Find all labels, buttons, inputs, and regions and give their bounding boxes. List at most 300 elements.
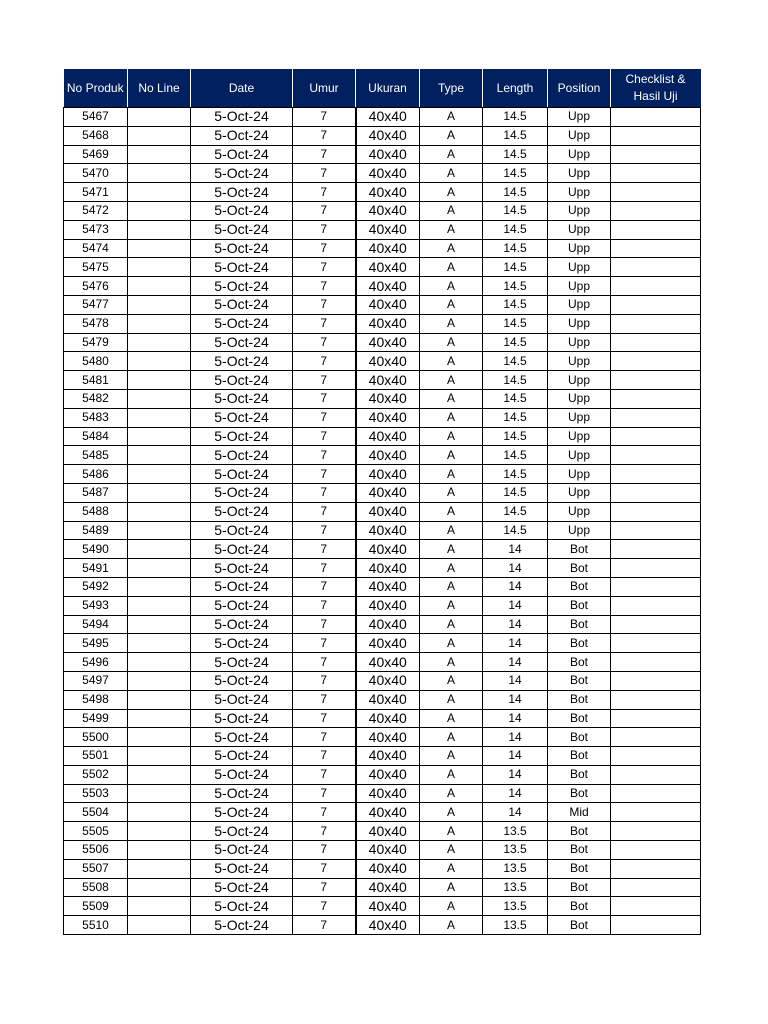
cell-umur: 7 [293,427,356,446]
cell-no-produk: 5487 [64,483,128,502]
cell-no-line [128,164,191,183]
cell-no-line [128,446,191,465]
cell-ukuran: 40x40 [356,596,420,615]
cell-position: Upp [548,521,611,540]
cell-umur: 7 [293,389,356,408]
cell-date: 5-Oct-24 [191,108,293,127]
table-row [64,333,701,352]
table-row [64,126,701,145]
cell-position: Upp [548,145,611,164]
cell-umur: 7 [293,634,356,653]
cell-position: Bot [548,709,611,728]
cell-ukuran: 40x40 [356,465,420,484]
table-row [64,258,701,277]
cell-checklist [611,295,701,314]
cell-length: 14.5 [483,502,548,521]
cell-umur: 7 [293,859,356,878]
table-row [64,164,701,183]
cell-ukuran: 40x40 [356,653,420,672]
cell-date: 5-Oct-24 [191,258,293,277]
cell-ukuran: 40x40 [356,916,420,935]
cell-position: Bot [548,916,611,935]
cell-position: Bot [548,596,611,615]
cell-date: 5-Oct-24 [191,352,293,371]
cell-date: 5-Oct-24 [191,333,293,352]
cell-no-produk: 5492 [64,577,128,596]
cell-length: 14 [483,577,548,596]
cell-no-produk: 5494 [64,615,128,634]
cell-length: 14 [483,596,548,615]
cell-ukuran: 40x40 [356,803,420,822]
cell-length: 14 [483,653,548,672]
cell-type: A [420,878,483,897]
cell-checklist [611,765,701,784]
cell-length: 13.5 [483,897,548,916]
cell-position: Upp [548,483,611,502]
table-row [64,709,701,728]
cell-length: 13.5 [483,841,548,860]
cell-no-produk: 5501 [64,747,128,766]
cell-type: A [420,333,483,352]
cell-type: A [420,859,483,878]
cell-ukuran: 40x40 [356,277,420,296]
cell-no-line [128,859,191,878]
cell-length: 14.5 [483,389,548,408]
cell-no-produk: 5500 [64,728,128,747]
cell-umur: 7 [293,352,356,371]
cell-position: Upp [548,126,611,145]
cell-umur: 7 [293,502,356,521]
table-row [64,841,701,860]
cell-no-produk: 5502 [64,765,128,784]
cell-checklist [611,352,701,371]
cell-date: 5-Oct-24 [191,465,293,484]
cell-ukuran: 40x40 [356,408,420,427]
cell-ukuran: 40x40 [356,540,420,559]
cell-ukuran: 40x40 [356,389,420,408]
cell-umur: 7 [293,258,356,277]
cell-length: 14.5 [483,352,548,371]
table-row [64,634,701,653]
cell-type: A [420,690,483,709]
cell-no-produk: 5497 [64,671,128,690]
cell-type: A [420,108,483,127]
cell-no-line [128,201,191,220]
cell-no-line [128,408,191,427]
cell-ukuran: 40x40 [356,201,420,220]
cell-length: 14.5 [483,446,548,465]
cell-ukuran: 40x40 [356,239,420,258]
cell-type: A [420,427,483,446]
cell-no-produk: 5485 [64,446,128,465]
table-row [64,803,701,822]
cell-length: 14.5 [483,145,548,164]
cell-checklist [611,427,701,446]
table-row [64,389,701,408]
cell-type: A [420,220,483,239]
table-row [64,615,701,634]
cell-date: 5-Oct-24 [191,314,293,333]
cell-position: Upp [548,183,611,202]
cell-no-line [128,878,191,897]
cell-length: 14.5 [483,483,548,502]
cell-no-line [128,916,191,935]
cell-date: 5-Oct-24 [191,878,293,897]
cell-no-line [128,803,191,822]
header-type: Type [420,69,483,108]
cell-no-line [128,333,191,352]
cell-type: A [420,408,483,427]
cell-type: A [420,709,483,728]
cell-position: Bot [548,690,611,709]
cell-no-produk: 5508 [64,878,128,897]
cell-length: 14 [483,765,548,784]
cell-no-line [128,897,191,916]
cell-umur: 7 [293,916,356,935]
cell-date: 5-Oct-24 [191,521,293,540]
cell-ukuran: 40x40 [356,577,420,596]
cell-length: 13.5 [483,859,548,878]
cell-umur: 7 [293,728,356,747]
cell-position: Upp [548,446,611,465]
cell-checklist [611,653,701,672]
cell-type: A [420,183,483,202]
cell-no-line [128,728,191,747]
cell-position: Bot [548,765,611,784]
cell-no-produk: 5473 [64,220,128,239]
cell-umur: 7 [293,747,356,766]
cell-length: 14 [483,634,548,653]
cell-type: A [420,239,483,258]
cell-no-produk: 5486 [64,465,128,484]
cell-type: A [420,314,483,333]
cell-no-produk: 5505 [64,822,128,841]
cell-date: 5-Oct-24 [191,615,293,634]
cell-type: A [420,803,483,822]
cell-ukuran: 40x40 [356,559,420,578]
cell-length: 14.5 [483,408,548,427]
cell-position: Bot [548,841,611,860]
cell-checklist [611,897,701,916]
cell-type: A [420,371,483,390]
header-checklist: Checklist & Hasil Uji [611,69,701,108]
cell-ukuran: 40x40 [356,878,420,897]
cell-type: A [420,352,483,371]
header-date: Date [191,69,293,108]
cell-no-produk: 5478 [64,314,128,333]
cell-length: 14.5 [483,333,548,352]
table-row [64,483,701,502]
cell-position: Bot [548,559,611,578]
cell-no-line [128,352,191,371]
cell-type: A [420,540,483,559]
cell-no-produk: 5469 [64,145,128,164]
cell-position: Bot [548,540,611,559]
cell-umur: 7 [293,841,356,860]
cell-date: 5-Oct-24 [191,803,293,822]
cell-ukuran: 40x40 [356,521,420,540]
cell-no-produk: 5467 [64,108,128,127]
cell-date: 5-Oct-24 [191,671,293,690]
cell-date: 5-Oct-24 [191,634,293,653]
table-row [64,540,701,559]
product-table [63,69,701,935]
cell-position: Bot [548,634,611,653]
cell-no-produk: 5481 [64,371,128,390]
cell-length: 14 [483,559,548,578]
cell-ukuran: 40x40 [356,427,420,446]
cell-date: 5-Oct-24 [191,446,293,465]
cell-type: A [420,258,483,277]
cell-no-produk: 5479 [64,333,128,352]
cell-checklist [611,596,701,615]
cell-no-line [128,841,191,860]
cell-umur: 7 [293,577,356,596]
cell-type: A [420,615,483,634]
cell-type: A [420,465,483,484]
cell-no-produk: 5509 [64,897,128,916]
cell-checklist [611,164,701,183]
cell-checklist [611,408,701,427]
cell-type: A [420,502,483,521]
cell-no-produk: 5504 [64,803,128,822]
cell-ukuran: 40x40 [356,295,420,314]
table-row [64,577,701,596]
cell-ukuran: 40x40 [356,728,420,747]
cell-checklist [611,239,701,258]
header-length: Length [483,69,548,108]
cell-no-line [128,145,191,164]
cell-position: Upp [548,220,611,239]
cell-ukuran: 40x40 [356,446,420,465]
cell-type: A [420,822,483,841]
cell-type: A [420,145,483,164]
cell-no-line [128,653,191,672]
cell-umur: 7 [293,126,356,145]
cell-position: Upp [548,408,611,427]
cell-type: A [420,201,483,220]
cell-no-produk: 5470 [64,164,128,183]
cell-ukuran: 40x40 [356,765,420,784]
cell-ukuran: 40x40 [356,709,420,728]
cell-checklist [611,483,701,502]
table-row [64,371,701,390]
cell-length: 14 [483,709,548,728]
cell-ukuran: 40x40 [356,897,420,916]
cell-no-line [128,427,191,446]
cell-no-produk: 5498 [64,690,128,709]
cell-no-produk: 5496 [64,653,128,672]
cell-date: 5-Oct-24 [191,145,293,164]
table-row [64,822,701,841]
cell-checklist [611,220,701,239]
cell-date: 5-Oct-24 [191,897,293,916]
cell-no-line [128,258,191,277]
cell-type: A [420,126,483,145]
cell-no-line [128,540,191,559]
table-row [64,671,701,690]
cell-checklist [611,540,701,559]
cell-position: Bot [548,822,611,841]
cell-checklist [611,371,701,390]
cell-checklist [611,126,701,145]
cell-position: Upp [548,258,611,277]
cell-position: Bot [548,859,611,878]
cell-position: Mid [548,803,611,822]
cell-type: A [420,559,483,578]
cell-position: Upp [548,427,611,446]
cell-umur: 7 [293,765,356,784]
cell-length: 14.5 [483,277,548,296]
table-row [64,277,701,296]
cell-umur: 7 [293,559,356,578]
table-row [64,502,701,521]
table-row [64,784,701,803]
cell-length: 14.5 [483,258,548,277]
cell-date: 5-Oct-24 [191,183,293,202]
cell-date: 5-Oct-24 [191,841,293,860]
cell-ukuran: 40x40 [356,183,420,202]
cell-umur: 7 [293,709,356,728]
cell-no-line [128,671,191,690]
cell-length: 14.5 [483,465,548,484]
cell-length: 14.5 [483,108,548,127]
table-row [64,201,701,220]
cell-no-line [128,126,191,145]
cell-no-produk: 5507 [64,859,128,878]
cell-date: 5-Oct-24 [191,747,293,766]
cell-date: 5-Oct-24 [191,577,293,596]
cell-checklist [611,277,701,296]
table-row [64,314,701,333]
table-row [64,427,701,446]
cell-type: A [420,916,483,935]
cell-date: 5-Oct-24 [191,859,293,878]
cell-umur: 7 [293,822,356,841]
cell-ukuran: 40x40 [356,502,420,521]
cell-position: Bot [548,728,611,747]
cell-umur: 7 [293,465,356,484]
cell-position: Upp [548,502,611,521]
cell-length: 13.5 [483,916,548,935]
cell-length: 14 [483,728,548,747]
table-row [64,108,701,127]
cell-checklist [611,465,701,484]
cell-no-line [128,765,191,784]
cell-checklist [611,634,701,653]
cell-no-line [128,784,191,803]
table-row [64,352,701,371]
cell-no-produk: 5476 [64,277,128,296]
cell-date: 5-Oct-24 [191,690,293,709]
cell-date: 5-Oct-24 [191,596,293,615]
cell-checklist [611,784,701,803]
cell-position: Bot [548,747,611,766]
cell-ukuran: 40x40 [356,784,420,803]
table-row [64,690,701,709]
cell-no-line [128,709,191,728]
cell-checklist [611,671,701,690]
cell-no-line [128,559,191,578]
cell-checklist [611,690,701,709]
table-row [64,295,701,314]
cell-umur: 7 [293,446,356,465]
cell-length: 14 [483,671,548,690]
cell-no-line [128,577,191,596]
cell-length: 14.5 [483,126,548,145]
cell-checklist [611,145,701,164]
cell-date: 5-Oct-24 [191,220,293,239]
cell-no-line [128,220,191,239]
cell-date: 5-Oct-24 [191,295,293,314]
cell-date: 5-Oct-24 [191,822,293,841]
cell-umur: 7 [293,371,356,390]
cell-no-line [128,239,191,258]
header-no-line: No Line [128,69,191,108]
cell-umur: 7 [293,803,356,822]
cell-type: A [420,389,483,408]
cell-date: 5-Oct-24 [191,164,293,183]
cell-umur: 7 [293,314,356,333]
cell-checklist [611,747,701,766]
cell-umur: 7 [293,183,356,202]
table-row [64,145,701,164]
cell-position: Bot [548,653,611,672]
cell-type: A [420,521,483,540]
cell-ukuran: 40x40 [356,258,420,277]
table-row [64,765,701,784]
cell-type: A [420,671,483,690]
cell-length: 14.5 [483,371,548,390]
cell-position: Upp [548,371,611,390]
cell-umur: 7 [293,653,356,672]
cell-ukuran: 40x40 [356,220,420,239]
cell-checklist [611,389,701,408]
header-no-produk: No Produk [64,69,128,108]
header-position: Position [548,69,611,108]
cell-checklist [611,841,701,860]
cell-date: 5-Oct-24 [191,765,293,784]
cell-no-produk: 5477 [64,295,128,314]
cell-umur: 7 [293,690,356,709]
cell-type: A [420,897,483,916]
cell-checklist [611,521,701,540]
cell-umur: 7 [293,201,356,220]
cell-position: Upp [548,108,611,127]
cell-no-produk: 5474 [64,239,128,258]
cell-umur: 7 [293,145,356,164]
cell-no-produk: 5484 [64,427,128,446]
cell-checklist [611,859,701,878]
cell-ukuran: 40x40 [356,371,420,390]
cell-umur: 7 [293,671,356,690]
cell-length: 14.5 [483,239,548,258]
cell-no-line [128,465,191,484]
cell-type: A [420,596,483,615]
table-header [64,69,701,108]
table-row [64,897,701,916]
cell-date: 5-Oct-24 [191,408,293,427]
header-row [64,69,701,108]
cell-no-line [128,596,191,615]
cell-ukuran: 40x40 [356,615,420,634]
cell-no-produk: 5475 [64,258,128,277]
cell-position: Bot [548,897,611,916]
cell-no-produk: 5472 [64,201,128,220]
cell-position: Upp [548,277,611,296]
cell-no-line [128,295,191,314]
cell-ukuran: 40x40 [356,671,420,690]
